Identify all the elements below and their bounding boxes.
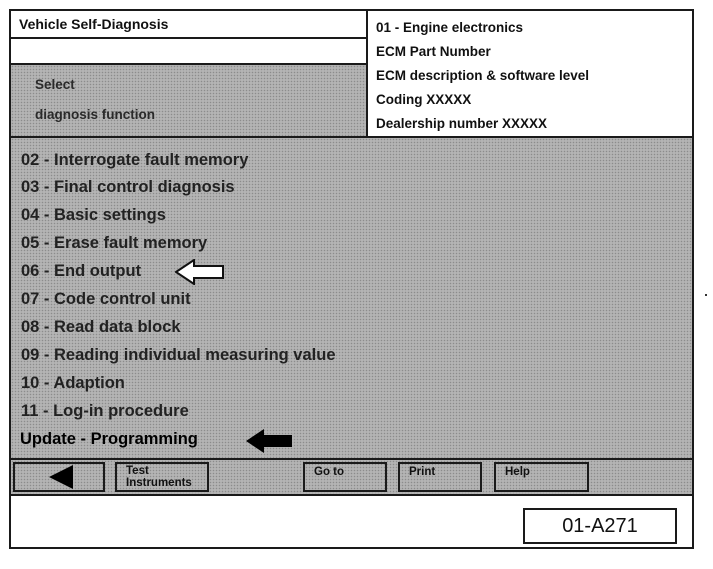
menu-item-basic-settings[interactable]: 04 - Basic settings xyxy=(21,206,166,224)
menu-item-update-programming[interactable]: Update - Programming xyxy=(20,430,198,448)
menu-item-final-control-diagnosis[interactable]: 03 - Final control diagnosis xyxy=(21,178,235,196)
menu-item-interrogate-fault-memory[interactable]: 02 - Interrogate fault memory xyxy=(21,151,249,169)
screen-title: Vehicle Self-Diagnosis xyxy=(11,11,366,39)
button-bar xyxy=(11,458,692,496)
test-instruments-line2: Instruments xyxy=(126,477,192,489)
info-dealership: Dealership number XXXXX xyxy=(376,116,548,131)
scan-speck xyxy=(705,294,707,296)
menu-item-log-in-procedure[interactable]: 11 - Log-in procedure xyxy=(21,402,189,420)
menu-item-read-data-block[interactable]: 08 - Read data block xyxy=(21,318,181,336)
select-prompt-line2: diagnosis function xyxy=(35,107,155,122)
left-triangle-icon xyxy=(15,464,103,490)
menu-item-erase-fault-memory[interactable]: 05 - Erase fault memory xyxy=(21,234,208,252)
diagnosis-screen xyxy=(9,9,694,549)
test-instruments-line1: Test xyxy=(126,465,149,477)
header-left-panel xyxy=(11,11,366,136)
info-part-number: ECM Part Number xyxy=(376,44,491,59)
hollow-arrow-left-icon xyxy=(175,259,225,285)
figure-code: 01-A271 xyxy=(523,508,677,544)
test-instruments-button[interactable] xyxy=(115,462,209,492)
help-button[interactable]: Help xyxy=(494,462,589,492)
menu-item-code-control-unit[interactable]: 07 - Code control unit xyxy=(21,290,191,308)
control-unit-info xyxy=(366,11,692,136)
print-button[interactable]: Print xyxy=(398,462,482,492)
back-button[interactable] xyxy=(13,462,105,492)
info-control-unit: 01 - Engine electronics xyxy=(376,20,524,35)
info-description: ECM description & software level xyxy=(376,68,590,83)
blank-field xyxy=(11,39,366,65)
function-menu xyxy=(11,136,692,458)
select-prompt xyxy=(11,65,366,136)
menu-item-adaption[interactable]: 10 - Adaption xyxy=(21,374,125,392)
info-coding: Coding XXXXX xyxy=(376,92,472,107)
select-prompt-line1: Select xyxy=(35,77,75,92)
go-to-button[interactable]: Go to xyxy=(303,462,387,492)
menu-item-end-output[interactable]: 06 - End output xyxy=(21,262,142,280)
menu-item-reading-measuring-value[interactable]: 09 - Reading individual measuring value xyxy=(21,346,336,364)
solid-arrow-left-icon xyxy=(245,428,293,454)
